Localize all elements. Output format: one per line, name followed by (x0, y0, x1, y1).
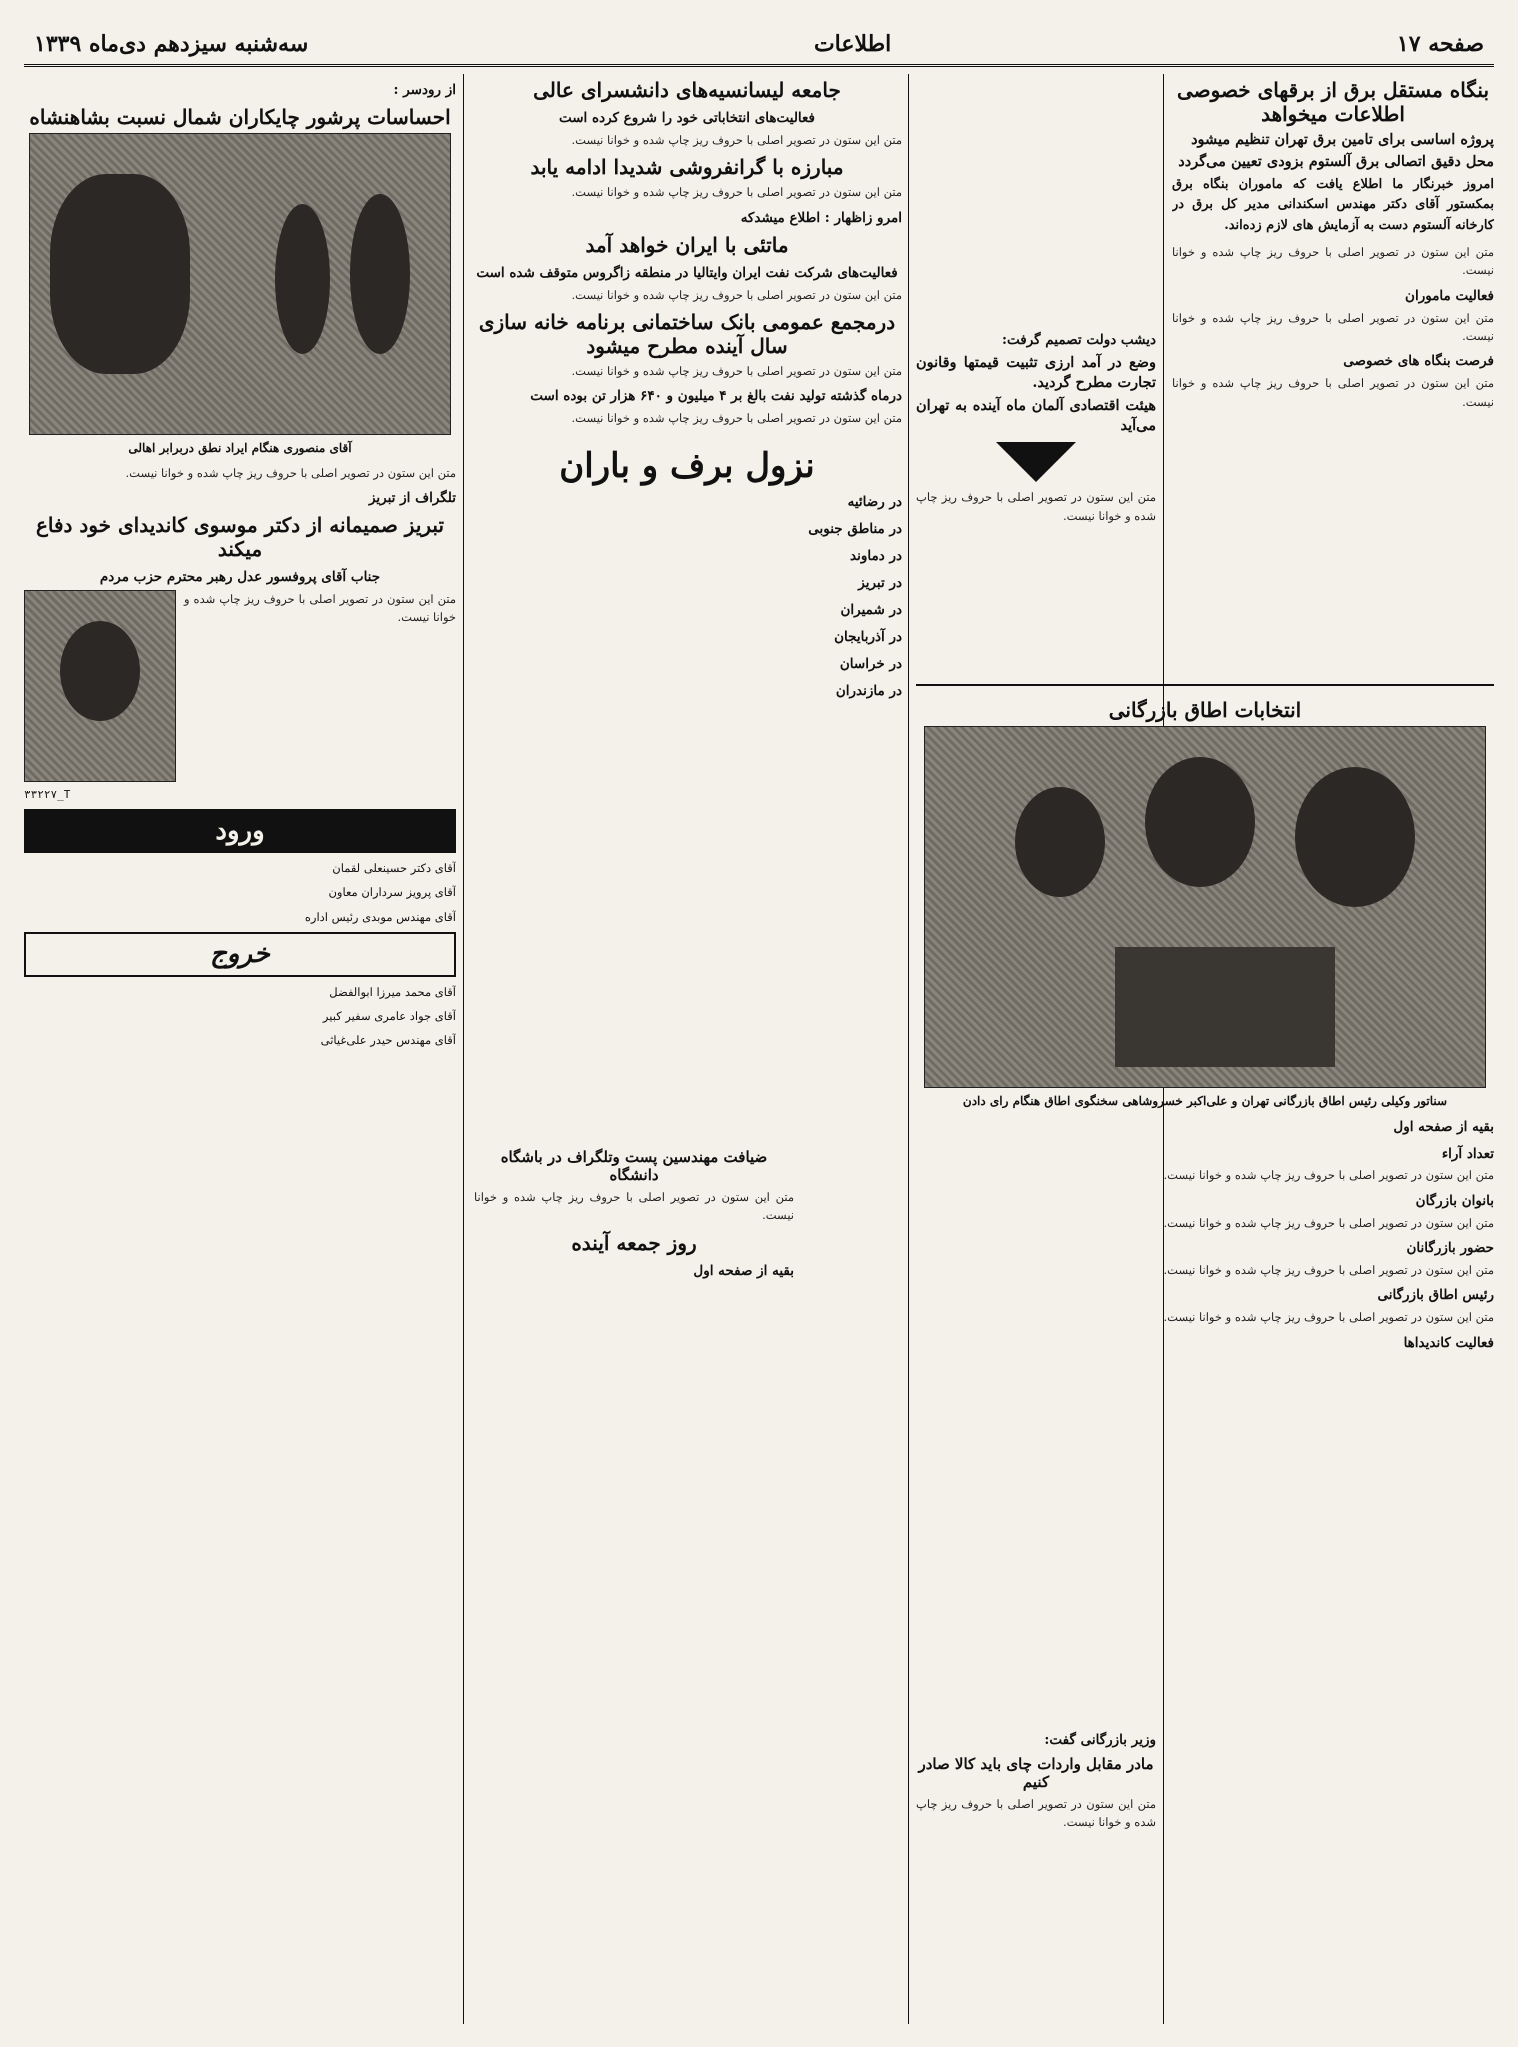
filler-text: متن این ستون در تصویر اصلی با حروف ریز چاپ شده و خوانا نیست. (1172, 376, 1494, 409)
newspaper-page (24, 24, 1494, 2024)
column-center (472, 74, 902, 2014)
ballot-box (1115, 947, 1335, 1067)
tea-growers-headline: احساسات پرشور چایکاران شمال نسبت بشاهنشاه (29, 104, 451, 129)
person-figure (1145, 757, 1255, 887)
filler-text: متن این ستون در تصویر اصلی با حروف ریز چاپ شده و خوانا نیست. (125, 465, 456, 480)
mousavi-subhead: جناب آقای پروفسور عدل رهبر محترم حزب مردم (99, 568, 381, 585)
friday-cont: بقیه از صفحه اول (693, 1262, 794, 1279)
chamber-subhead: رئیس اطاق بازرگانی (1377, 1287, 1494, 1304)
snow-place: در تبریز (858, 575, 902, 592)
departure-item: آقای جواد عامری سفیر کبیر (322, 1008, 456, 1023)
filler-text: متن این ستون در تصویر اصلی با حروف ریز چاپ شده و خوانا نیست. (916, 490, 1156, 523)
mousavi-headline: تبریز صمیمانه از دکتر موسوی کاندیدای خود دفاع میکند (35, 512, 445, 561)
section-rule (916, 684, 1494, 686)
ad-code: ۳۳۲۲۷_T (24, 787, 71, 801)
crowd-figure (50, 174, 190, 374)
power-section: فعالیت ماموران (1405, 287, 1494, 304)
snow-place: در آذربایجان (834, 629, 902, 646)
paper-name: اطلاعات (813, 31, 892, 57)
mattei-subhead: فعالیت‌های شرکت نفت ایران وایتالیا در منطقه زاگروس متوقف شده است (476, 264, 898, 281)
column-left (24, 74, 456, 2014)
arrival-item: آقای دکتر حسینعلی لقمان (332, 861, 456, 876)
arrow-icon (996, 442, 1076, 482)
filler-text: متن این ستون در تصویر اصلی با حروف ریز چاپ شده و خوانا نیست. (571, 363, 902, 378)
filler-text: متن این ستون در تصویر اصلی با حروف ریز چاپ شده و خوانا نیست. (1163, 1263, 1494, 1278)
arrivals-banner: ورود (24, 809, 456, 853)
chamber-subhead: تعداد آراء (1441, 1145, 1494, 1162)
person-figure (1295, 767, 1415, 907)
filler-text: متن این ستون در تصویر اصلی با حروف ریز چاپ شده و خوانا نیست. (1163, 1310, 1494, 1325)
filler-text: متن این ستون در تصویر اصلی با حروف ریز چاپ شده و خوانا نیست. (1163, 1168, 1494, 1183)
filler-text: متن این ستون در تصویر اصلی با حروف ریز چاپ شده و خوانا نیست. (571, 287, 902, 302)
page-number: صفحه ۱۷ (1396, 31, 1484, 57)
person-figure (60, 621, 140, 721)
snow-place: در رضائیه (847, 494, 902, 511)
filler-text: متن این ستون در تصویر اصلی با حروف ریز چاپ شده و خوانا نیست. (916, 1796, 1156, 1830)
filler-text: متن این ستون در تصویر اصلی با حروف ریز چاپ شده و خوانا نیست. (571, 132, 902, 147)
chamber-caption: سناتور وکیلی رئیس اطاق بازرگانی تهران و علی‌اکبر خسروشاهی سخنگوی اطاق هنگام رای دادن (962, 1094, 1448, 1108)
snow-place: در شمیران (840, 602, 902, 619)
filler-text: متن این ستون در تصویر اصلی با حروف ریز چاپ شده و خوانا نیست. (474, 1190, 794, 1223)
chamber-subhead: حضور بازرگانان (1406, 1240, 1494, 1257)
tea-kicker: وزیر بازرگانی گفت: (1044, 1732, 1156, 1748)
friday-headline: روز جمعه آینده (571, 1230, 697, 1255)
power-lead: امروز خبرنگار ما اطلاع یافت که ماموران بنگاه برق بمکستور آقای دکتر مهندس اسکندانی مدیر کل برق در کارخانه آلستوم دست به آزمایش های لازم زده‌اند. (1172, 176, 1494, 234)
arrival-item: آقای پرویز سرداران معاون (328, 885, 456, 900)
licentiates-subhead: فعالیت‌های انتخاباتی خود را شروع کرده است (558, 110, 816, 126)
mattei-kicker: امرو زاظهار : اطلاع میشدکه (740, 209, 902, 226)
filler-text: متن این ستون در تصویر اصلی با حروف ریز چاپ شده و خوانا نیست. (184, 591, 456, 625)
portrait-photo (24, 590, 176, 782)
person-figure (275, 204, 330, 354)
departure-item: آقای مهندس حیدر علی‌غیاثی (320, 1033, 456, 1048)
tea-growers-kicker: از رودسر : (393, 82, 456, 98)
snow-place: در مازندران (835, 682, 902, 699)
power-bullet: پروژه اساسی برای تامین برق تهران تنظیم میشود (1191, 131, 1494, 148)
filler-text: متن این ستون در تصویر اصلی با حروف ریز چاپ شده و خوانا نیست. (571, 411, 902, 426)
cabinet-item: وضع در آمد ارزی تثبیت قیمتها وقانون تجارت مطرح گردید. (916, 353, 1156, 392)
column-rule (463, 74, 464, 2024)
chamber-subhead: بانوان بازرگان (1415, 1192, 1494, 1209)
power-bullet: محل دقیق اتصالی برق آلستوم بزودی تعیین می‌گردد (1178, 153, 1494, 171)
housing-headline: درمجمع عمومی بانک ساختمانی برنامه خانه سازی سال آینده مطرح میشود (478, 309, 896, 358)
engineers-headline: ضیافت مهندسین پست وتلگراف در باشگاه دانشگاه (500, 1148, 768, 1184)
arrival-item: آقای مهندس موبدی رئیس اداره (304, 909, 456, 924)
snow-place: در مناطق جنوبی (808, 521, 902, 538)
column-rule (908, 74, 909, 2024)
running-header (24, 24, 1494, 67)
tea-block (916, 1724, 1156, 1964)
snow-place: در دماوند (850, 548, 902, 565)
issue-date: سه‌شنبه سیزدهم دی‌ماه ۱۳۳۹ (34, 31, 309, 57)
filler-text: متن این ستون در تصویر اصلی با حروف ریز چاپ شده و خوانا نیست. (571, 185, 902, 200)
cabinet-kicker: دیشب دولت تصمیم گرفت: (1002, 332, 1156, 348)
mattei-headline: ماتئی با ایران خواهد آمد (585, 232, 789, 257)
chamber-headline: انتخابات اطاق بازرگانی (1108, 698, 1302, 722)
person-figure (1015, 787, 1105, 897)
filler-text: متن این ستون در تصویر اصلی با حروف ریز چاپ شده و خوانا نیست. (1172, 310, 1494, 344)
chamber-cont: بقیه از صفحه اول (1393, 1118, 1494, 1135)
tea-headline: مادر مقابل واردات چای باید کالا صادر کنیم (918, 1754, 1154, 1791)
departures-banner: خروج (24, 932, 456, 976)
oil-subhead: درماه گذشته تولید نفت بالغ بر ۴ میلیون و ۶۴۰ هزار تن بوده است (530, 388, 902, 405)
tea-growers-caption: آقای منصوری هنگام ایراد نطق دربرابر اهالی (128, 440, 352, 455)
mousavi-kicker: تلگراف از تبریز (368, 489, 456, 506)
chamber-block (916, 694, 1494, 1794)
licentiates-headline: جامعه لیسانسیه‌های دانشسرای عالی (533, 78, 841, 102)
cabinet-item: هیئت اقتصادی آلمان ماه آینده به تهران می‌آید (916, 396, 1156, 434)
filler-text: متن این ستون در تصویر اصلی با حروف ریز چاپ شده و خوانا نیست. (1163, 1215, 1494, 1230)
power-section: فرصت بنگاه های خصوصی (1343, 353, 1494, 370)
chamber-photo (924, 726, 1486, 1088)
tea-growers-photo (29, 133, 451, 435)
profiteering-headline: مبارزه با گرانفروشی شدیدا ادامه یابد (530, 155, 844, 180)
chamber-subhead: فعالیت کاندیداها (1403, 1334, 1494, 1351)
power-headline: بنگاه مستقل برق از برقهای خصوصی اطلاعات میخواهد (1176, 78, 1490, 126)
departure-item: آقای محمد میرزا ابوالفضل (329, 984, 456, 999)
column-cabinet (916, 324, 1156, 664)
engineers-block (474, 1144, 794, 1444)
filler-text: متن این ستون در تصویر اصلی با حروف ریز چاپ شده و خوانا نیست. (1172, 244, 1494, 278)
snow-place: در خراسان (839, 655, 902, 672)
person-figure (350, 194, 410, 354)
snow-headline: نزول برف و باران (559, 445, 815, 486)
